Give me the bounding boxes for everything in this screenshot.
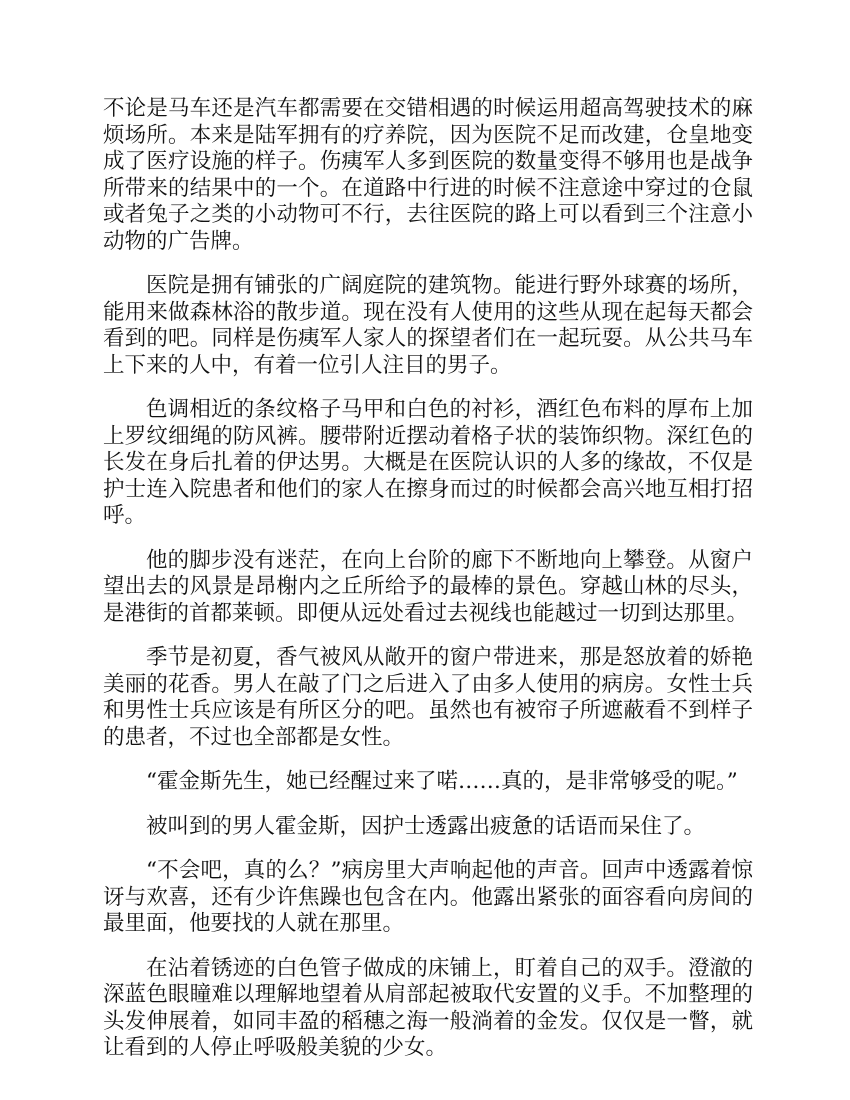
paragraph-4: 他的脚步没有迷茫，在向上台阶的廊下不断地向上攀登。从窗户望出去的风景是昂榭内之丘所给予的最棒的景色。穿越山林的尽头，是港街的首都莱顿。即便从远处看过去视线也能越过一切到达那里。 [103,547,753,626]
paragraph-2: 医院是拥有铺张的广阔庭院的建筑物。能进行野外球赛的场所，能用来做森林浴的散步道。现在没有人使用的这些从现在起每天都会看到的吧。同样是伤痍军人家人的探望者们在一起玩耍。从公共马车上下来的人中，有着一位引人注目的男子。 [103,273,753,378]
paragraph-1: 不论是马车还是汽车都需要在交错相遇的时候运用超高驾驶技术的麻烦场所。本来是陆军拥有的疗养院，因为医院不足而改建，仓皇地变成了医疗设施的样子。伤痍军人多到医院的数量变得不够用也是战争所带来的结果中的一个。在道路中行进的时候不注意途中穿过的仓鼠或者兔子之类的小动物可不行，去往医院的路上可以看到三个注意小动物的广告牌。 [103,96,753,254]
paragraph-3: 色调相近的条纹格子马甲和白色的衬衫，酒红色布料的厚布上加上罗纹细绳的防风裤。腰带附近摆动着格子状的装饰织物。深红色的长发在身后扎着的伊达男。大概是在医院认识的人多的缘故，不仅是护士连入院患者和他们的家人在擦身而过的时候都会高兴地互相打招呼。 [103,397,753,528]
paragraph-6: “霍金斯先生，她已经醒过来了喏……真的，是非常够受的呢。” [146,769,738,794]
paragraph-7: 被叫到的男人霍金斯，因护士透露出疲惫的话语而呆住了。 [146,813,706,839]
document-page [103,96,753,1080]
paragraph-5: 季节是初夏，香气被风从敞开的窗户带进来，那是怒放着的娇艳美丽的花香。男人在敲了门之后进入了由多人使用的病房。女性士兵和男性士兵应该是有所区分的吧。虽然也有被帘子所遮蔽看不到样子的患者，不过也全部都是女性。 [103,645,753,750]
paragraph-9: 在沾着锈迹的白色管子做成的床铺上，盯着自己的双手。澄澈的深蓝色眼瞳难以理解地望着从肩部起被取代安置的义手。不加整理的头发伸展着，如同丰盈的稻穗之海一般淌着的金发。仅仅是一瞥，就让看到的人停止呼吸般美貌的少女。 [103,955,753,1060]
paragraph-8: “不会吧，真的么？”病房里大声响起他的声音。回声中透露着惊讶与欢喜，还有少许焦躁也包含在内。他露出紧张的面容看向房间的最里面，他要找的人就在那里。 [103,858,753,936]
